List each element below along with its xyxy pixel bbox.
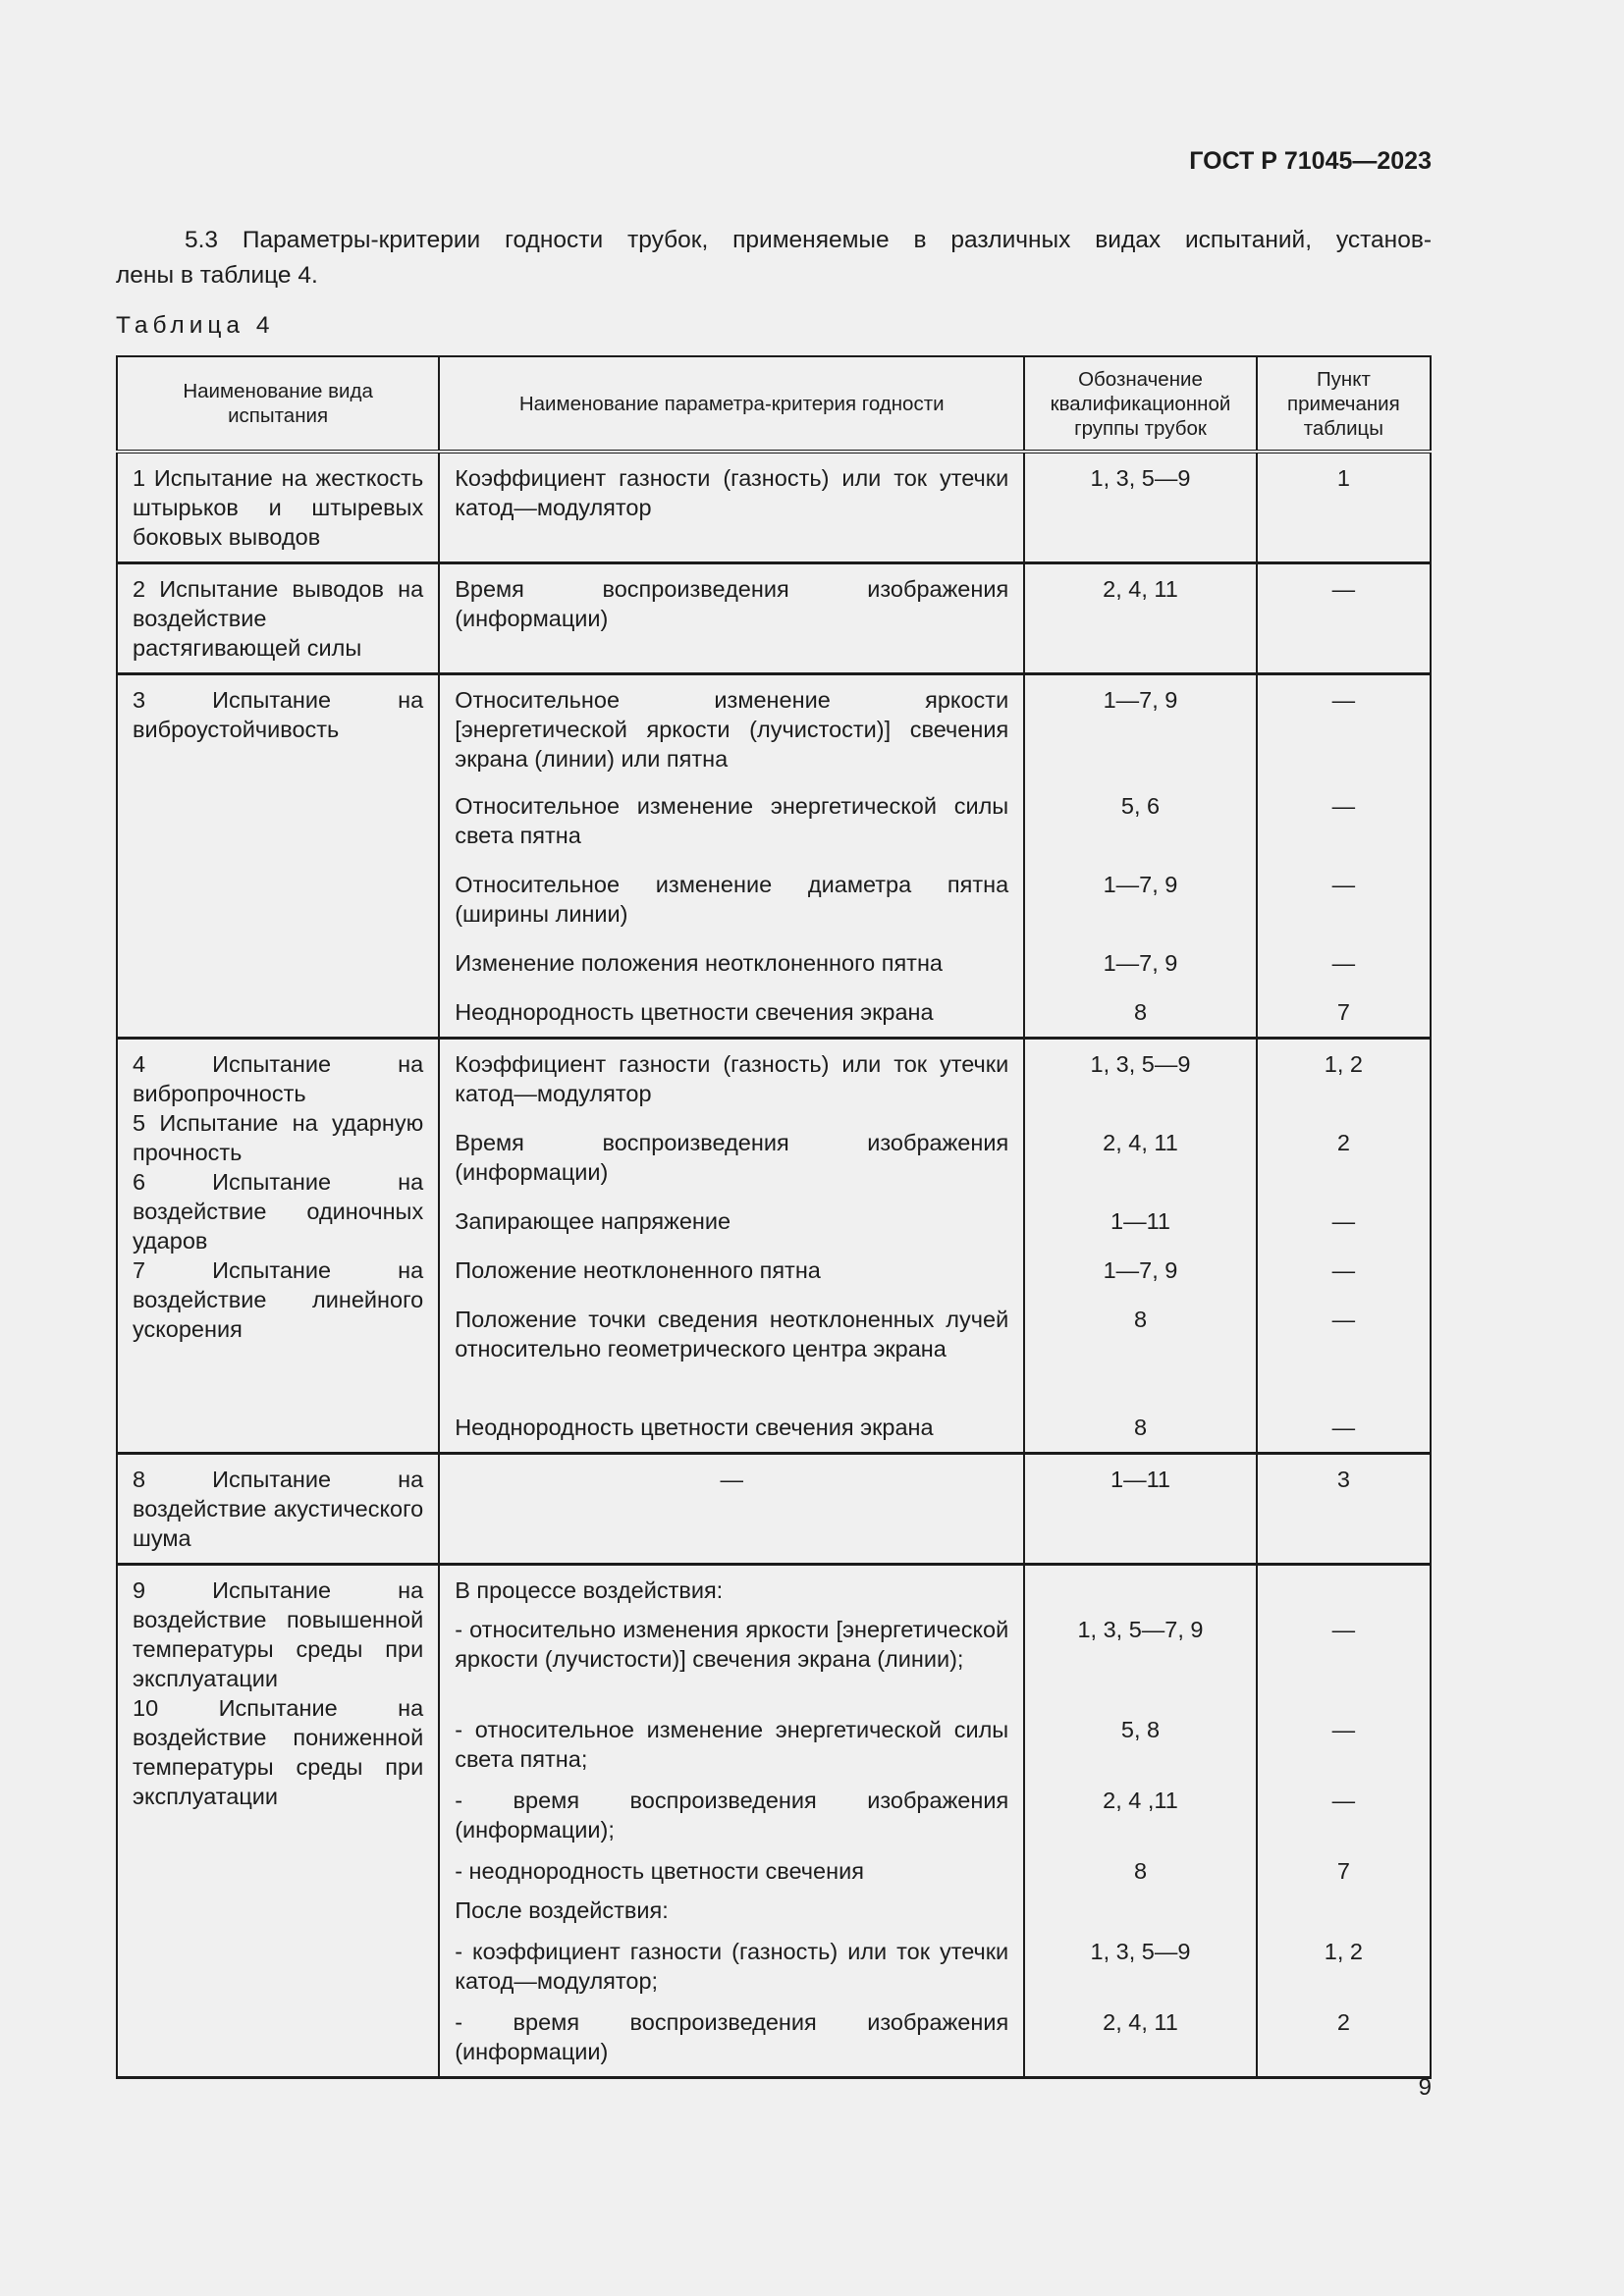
- test-name-cell: 9 Испытание на воздействие повышенной температуры среды при эксплуатации 10 Испытание на воздействие пониженной температуры среды при эксплуатации: [117, 1565, 439, 2078]
- test-name-cell: 4 Испытание на вибропрочность 5 Испытание на ударную прочность 6 Испытание на воздействие одиночных ударов 7 Испытание на воздействие линейного ускорения: [117, 1039, 439, 1454]
- table-row: [117, 1565, 1431, 2078]
- group-cell: 1—11: [1024, 1454, 1257, 1565]
- header-note: Пункт примечания таблицы: [1257, 356, 1431, 452]
- intro-line-1: 5.3 Параметры-критерии годности трубок, применяемые в различных видах испытаний, установ-: [185, 227, 1432, 253]
- table-row: [117, 674, 1431, 1039]
- note-cell: 1: [1257, 452, 1431, 563]
- intro-line-2: лены в таблице 4.: [116, 262, 318, 289]
- test-name-cell: 2 Испытание выводов на воздействие растягивающей силы: [117, 563, 439, 674]
- group-cell: 2, 4, 11: [1024, 563, 1257, 674]
- table-row: [117, 1039, 1431, 1454]
- test-name-cell: 8 Испытание на воздействие акустического шума: [117, 1454, 439, 1565]
- parameter-cell: Время воспроизведения изображения (информации): [439, 563, 1024, 674]
- note-cell: 3: [1257, 1454, 1431, 1565]
- parameter-cell: Коэффициент газности (газность) или ток утечки катод—модулятор: [439, 452, 1024, 563]
- group-cell: 1, 3, 5—9 2, 4, 11 1—11 1—7, 9 8 8: [1024, 1039, 1257, 1454]
- table-row: [117, 563, 1431, 674]
- test-name-cell: 1 Испытание на жесткость штырьков и штыревых боковых выводов: [117, 452, 439, 563]
- table-row: [117, 452, 1431, 563]
- note-cell: — — — — 7: [1257, 674, 1431, 1039]
- group-cell: 1—7, 9 5, 6 1—7, 9 1—7, 9 8: [1024, 674, 1257, 1039]
- parameter-cell: В процессе воздействия: - относительно изменения яркости [энергетической яркости (лучистости)] свечения экрана (линии); - относительное изменение энергетической силы света пятна; - время воспроизведения изображения (информации); - неоднородность цветности свечения После воздействия: - коэффициент газности (газность) или ток утечки катод—модулятор; - время воспроизведения изображения (информации): [439, 1565, 1024, 2078]
- test-name-cell: 3 Испытание на виброустойчивость: [117, 674, 439, 1039]
- table-caption: Таблица 4: [116, 312, 275, 339]
- criteria-table: [116, 355, 1432, 2079]
- table-row: [117, 1454, 1431, 1565]
- table-header-row: [117, 356, 1431, 452]
- group-cell: 1, 3, 5—9: [1024, 452, 1257, 563]
- parameter-cell: Коэффициент газности (газность) или ток утечки катод—модулятор Время воспроизведения изображения (информации) Запирающее напряжение Положение неотклоненного пятна Положение точки сведения неотклоненных лучей относительно геометрического центра экрана Неоднородность цветности свечения экрана: [439, 1039, 1024, 1454]
- note-cell: 1, 2 2 — — — —: [1257, 1039, 1431, 1454]
- intro-paragraph: [116, 223, 1432, 294]
- header-test-name: Наименование вида испытания: [117, 356, 439, 452]
- header-group: Обозначение квалификационной группы трубок: [1024, 356, 1257, 452]
- parameter-cell: Относительное изменение яркости [энергетической яркости (лучистости)] свечения экрана (линии) или пятна Относительное изменение энергетической силы света пятна Относительное изменение диаметра пятна (ширины линии) Изменение положения неотклоненного пятна Неоднородность цветности свечения экрана: [439, 674, 1024, 1039]
- page-number: 9: [1418, 2074, 1432, 2101]
- group-cell: 1, 3, 5—7, 9 5, 8 2, 4 ,11 8 1, 3, 5—9 2, 4, 11: [1024, 1565, 1257, 2078]
- document-header: ГОСТ Р 71045—2023: [1189, 147, 1432, 175]
- note-cell: — — — 7 1, 2 2: [1257, 1565, 1431, 2078]
- parameter-cell: —: [439, 1454, 1024, 1565]
- note-cell: —: [1257, 563, 1431, 674]
- header-parameter: Наименование параметра-критерия годности: [439, 356, 1024, 452]
